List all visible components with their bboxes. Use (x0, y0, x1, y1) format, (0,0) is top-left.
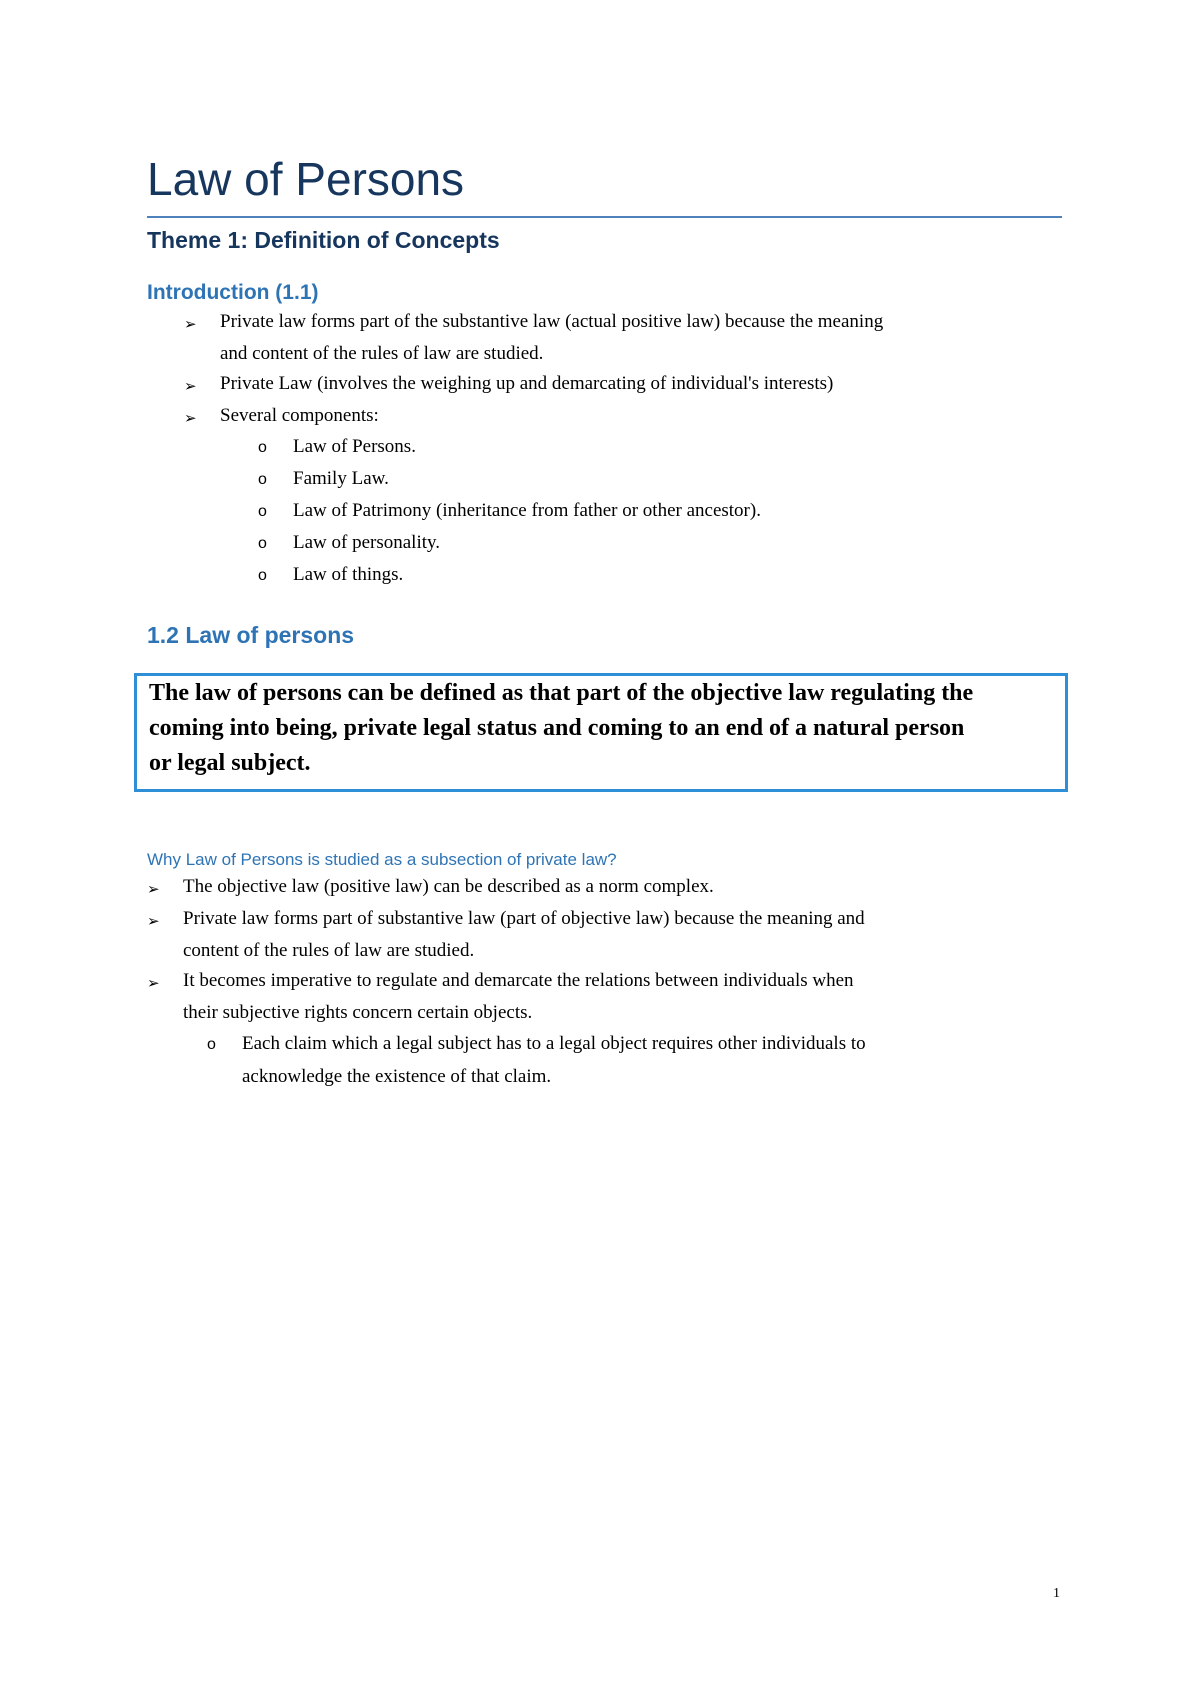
component-item: Law of Persons. (293, 436, 416, 457)
arrow-bullet-icon: ➢ (147, 912, 160, 930)
circle-bullet-icon: o (258, 503, 267, 520)
title-underline (147, 216, 1062, 218)
arrow-bullet-icon: ➢ (184, 377, 197, 395)
page-number: 1 (1053, 1586, 1060, 1601)
arrow-bullet-icon: ➢ (147, 974, 160, 992)
circle-bullet-icon: o (258, 567, 267, 584)
circle-bullet-icon: o (258, 439, 267, 456)
component-item: Law of personality. (293, 532, 441, 553)
why-bullet-2: Private law forms part of substantive law (part of objective law) because the meaning and (183, 908, 865, 929)
component-item: Law of things. (293, 564, 404, 585)
circle-bullet-icon: o (258, 535, 267, 552)
intro-bullet-1-cont: and content of the rules of law are studied. (220, 343, 544, 364)
intro-heading: Introduction (1.1) (147, 281, 319, 304)
definition-line: The law of persons can be defined as that part of the objective law regulating the (149, 680, 974, 706)
why-heading: Why Law of Persons is studied as a subsection of private law? (147, 850, 617, 869)
arrow-bullet-icon: ➢ (147, 880, 160, 898)
circle-bullet-icon: o (207, 1036, 216, 1053)
definition-line: coming into being, private legal status and coming to an end of a natural person (149, 715, 965, 741)
section-1-2-heading: 1.2 Law of persons (147, 622, 355, 648)
intro-bullet-2: Private Law (involves the weighing up and demarcating of individual's interests) (220, 373, 834, 394)
circle-bullet-icon: o (258, 471, 267, 488)
why-bullet-3-cont: their subjective rights concern certain objects. (183, 1002, 533, 1023)
document-title: Law of Persons (147, 153, 465, 205)
arrow-bullet-icon: ➢ (184, 409, 197, 427)
definition-box (134, 673, 1068, 792)
definition-line: or legal subject. (149, 750, 311, 776)
why-bullet-3: It becomes imperative to regulate and demarcate the relations between individuals when (183, 970, 854, 991)
intro-bullet-1: Private law forms part of the substantive law (actual positive law) because the meaning (220, 311, 884, 332)
why-bullet-2-cont: content of the rules of law are studied. (183, 940, 475, 961)
why-bullet-1: The objective law (positive law) can be described as a norm complex. (183, 876, 714, 897)
intro-bullet-3: Several components: (220, 405, 379, 426)
theme-heading: Theme 1: Definition of Concepts (147, 227, 500, 253)
why-sub-bullet-cont: acknowledge the existence of that claim. (242, 1066, 552, 1087)
component-item: Family Law. (293, 468, 389, 489)
arrow-bullet-icon: ➢ (184, 315, 197, 333)
why-sub-bullet: Each claim which a legal subject has to a legal object requires other individuals to (242, 1033, 866, 1054)
component-item: Law of Patrimony (inheritance from father or other ancestor). (293, 500, 761, 521)
